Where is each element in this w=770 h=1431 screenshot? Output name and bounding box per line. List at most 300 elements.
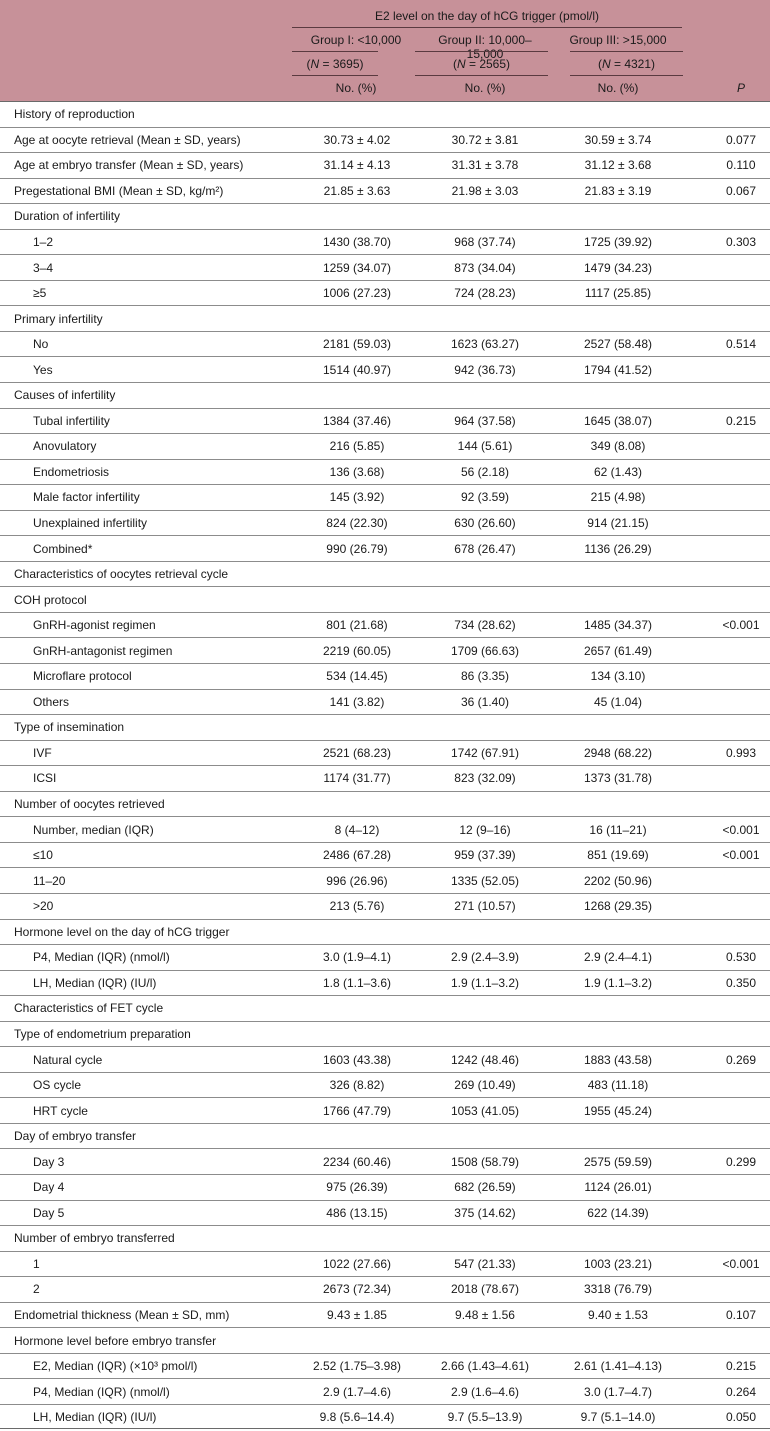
group1-value: 1766 (47.79) [322,1103,392,1118]
table-row [0,1123,770,1149]
row-sublabel: Endometriosis [33,464,110,479]
row-label: Day of embryo transfer [14,1129,137,1144]
group1-value: 2.52 (1.75–3.98) [312,1359,402,1374]
group3-value: 3318 (76.79) [583,1282,653,1297]
group1-value: 2181 (59.03) [322,337,392,352]
table-row [0,740,770,766]
header-span-title: E2 level on the day of hCG trigger (pmol/l) [374,9,600,23]
row-sublabel: Male factor infertility [33,490,140,505]
group3-value: 62 (1.43) [593,464,643,479]
table-row [0,229,770,255]
group3-value: 1479 (34.23) [583,260,653,275]
p-value [700,536,770,561]
group1-value: 1384 (37.46) [322,413,392,428]
group3-value [553,383,683,408]
row-sublabel: ≤10 [33,848,53,863]
p-value: 0.077 [725,132,757,147]
p-value [700,485,770,510]
p-value: 0.530 [725,950,757,965]
p-value: 0.110 [726,158,756,173]
group1-value [292,562,422,587]
table-row [0,484,770,510]
group2-value: 9.48 ± 1.56 [455,1307,515,1322]
row-sublabel: ICSI [33,771,57,786]
group2-value: 968 (37.74) [454,235,516,249]
group1-value: 8 (4–12) [334,822,380,837]
group1-value: 141 (3.82) [329,694,385,709]
row-label: Number of oocytes retrieved [14,797,165,812]
group2-value [420,587,550,612]
group1-value: 2234 (60.46) [322,1154,392,1169]
group1-value [292,1022,422,1047]
row-sublabel: GnRH-agonist regimen [33,618,156,633]
group2-value: 56 (2.18) [460,464,510,479]
group1-value: 801 (21.68) [326,618,388,633]
table-row [0,867,770,893]
group1-value [292,920,422,945]
group3-value: 1.9 (1.1–3.2) [583,975,653,990]
p-value [700,715,770,740]
group1-value: 9.8 (5.6–14.4) [319,1409,395,1424]
group3-name: Group III: >15,000 [569,33,667,47]
group1-value [292,1226,422,1251]
group1-value: 213 (5.76) [329,899,385,914]
row-sublabel: 1–2 [33,235,54,249]
group2-value: 682 (26.59) [454,1180,516,1195]
group2-value: 269 (10.49) [454,1078,516,1093]
table-row [0,1174,770,1200]
p-value [700,460,770,485]
row-sublabel: Unexplained infertility [33,516,148,531]
p-value: 0.050 [725,1409,757,1424]
group3-value: 1955 (45.24) [583,1103,653,1118]
group3-value: 2.61 (1.41–4.13) [573,1359,663,1374]
row-sublabel: Anovulatory [33,439,97,454]
table-row [0,127,770,153]
row-sublabel: No [33,337,49,352]
group1-value: 3.0 (1.9–4.1) [322,950,392,965]
table-row [0,1327,770,1353]
group1-value: 996 (26.96) [326,873,388,888]
table-row [0,254,770,280]
p-value: 0.215 [725,413,757,428]
table-row [0,382,770,408]
group3-value [553,920,683,945]
group3-value [553,996,683,1021]
row-label: Endometrial thickness (Mean ± SD, mm) [14,1307,230,1322]
group3-value: 914 (21.15) [587,516,649,531]
table-row [0,1353,770,1379]
group1-value [292,996,422,1021]
row-sublabel: Tubal infertility [33,413,110,428]
group1-value [292,102,422,127]
table-row [0,919,770,945]
group2-value: 547 (21.33) [454,1256,516,1271]
group1-value [292,383,422,408]
p-value: <0.001 [722,822,760,837]
group1-value: 216 (5.85) [329,439,385,454]
row-label: Type of insemination [14,720,125,735]
p-value [700,868,770,893]
p-value [700,1098,770,1123]
group3-value [553,1124,683,1149]
p-value [700,1277,770,1302]
p-value [700,1073,770,1098]
group2-value: 1242 (48.46) [450,1052,520,1067]
group1-value: 326 (8.82) [329,1078,385,1093]
p-value: 0.350 [725,975,757,990]
group3-value: 9.7 (5.1–14.0) [580,1409,656,1424]
group2-value: 30.72 ± 3.81 [451,132,519,147]
group2-value [420,1022,550,1047]
row-sublabel: P4, Median (IQR) (nmol/l) [33,950,170,965]
group3-value: 134 (3.10) [590,669,646,684]
p-value [700,920,770,945]
group2-value [420,1226,550,1251]
group1-value [292,792,422,817]
group3-value: 1794 (41.52) [583,362,653,377]
group3-value: 2527 (58.48) [583,337,653,352]
group3-value [553,562,683,587]
group3-n: (N = 4321) [597,57,656,71]
header-span-rule [292,27,682,28]
group3-value: 30.59 ± 3.74 [584,132,652,147]
group1-value: 2219 (60.05) [322,643,392,658]
table-row [0,893,770,919]
group2-value [420,792,550,817]
group1-value: 1603 (43.38) [322,1052,392,1067]
table-row [0,1276,770,1302]
row-sublabel: Day 5 [33,1205,65,1220]
group1-value [292,715,422,740]
row-sublabel: Microflare protocol [33,669,132,684]
table-row [0,331,770,357]
row-sublabel: ≥5 [33,286,47,301]
table-row [0,689,770,715]
table-row [0,612,770,638]
table-body [0,101,770,1429]
group3-value: 851 (19.69) [587,848,649,863]
table-row [0,714,770,740]
group3-value: 1645 (38.07) [583,413,653,428]
table-row [0,765,770,791]
group1-name: Group I: <10,000 [310,33,402,47]
group2-value: 959 (37.39) [454,848,516,863]
table-row [0,1200,770,1226]
group1-value: 30.73 ± 4.02 [323,132,391,147]
group1-value: 9.43 ± 1.85 [327,1307,387,1322]
row-sublabel: HRT cycle [33,1103,88,1118]
group3-value: 2575 (59.59) [583,1154,653,1169]
p-value [700,357,770,382]
p-value-header: P [736,81,745,95]
group1-value: 1006 (27.23) [322,286,392,301]
row-label: Primary infertility [14,311,103,326]
group3-value: 9.40 ± 1.53 [588,1307,648,1322]
group2-value: 2018 (78.67) [450,1282,520,1297]
group3-value: 483 (11.18) [587,1078,649,1093]
table-row [0,970,770,996]
table-row [0,586,770,612]
group2-value: 1.9 (1.1–3.2) [450,975,520,990]
p-value [700,587,770,612]
row-sublabel: 11–20 [33,873,66,888]
group3-value [553,792,683,817]
group3-value [553,1328,683,1353]
group2-value: 31.31 ± 3.78 [451,158,519,173]
group2-value [420,562,550,587]
group2-value [420,715,550,740]
row-sublabel: E2, Median (IQR) (×10³ pmol/l) [33,1359,198,1374]
group2-value [420,1124,550,1149]
p-value: 0.067 [725,183,757,198]
group1-value: 1.8 (1.1–3.6) [322,975,392,990]
group3-value: 21.83 ± 3.19 [584,183,652,198]
group2-value: 724 (28.23) [454,286,516,301]
p-value [700,1226,770,1251]
group3-value: 2202 (50.96) [583,873,653,888]
group2-value: 630 (26.60) [454,516,516,531]
p-value [700,1201,770,1226]
p-value: 0.303 [725,235,757,249]
group2-rule-1 [415,51,548,52]
group2-value: 964 (37.58) [454,413,516,428]
p-value [700,664,770,689]
p-value [700,996,770,1021]
group2-value [420,920,550,945]
group1-value [292,587,422,612]
group2-value [420,1328,550,1353]
row-label: Age at embryo transfer (Mean ± SD, years) [14,158,244,173]
group1-value [292,1328,422,1353]
table-row [0,178,770,204]
table-row [0,510,770,536]
group1-value [292,306,422,331]
group2-value: 942 (36.73) [454,362,516,377]
p-value: 0.299 [725,1154,757,1169]
table-row [0,101,770,127]
group1-value: 534 (14.45) [326,669,388,684]
row-sublabel: Number, median (IQR) [33,822,154,837]
table-row [0,791,770,817]
row-sublabel: Others [33,694,70,709]
group3-value: 1136 (26.29) [584,541,652,556]
group1-value [292,1124,422,1149]
group2-value: 823 (32.09) [454,771,516,786]
table-row [0,356,770,382]
p-value: 0.264 [725,1384,757,1399]
group1-value: 2673 (72.34) [322,1282,392,1297]
group3-value: 215 (4.98) [590,490,646,505]
group1-value: 824 (22.30) [326,516,388,531]
p-value [700,204,770,229]
group2-rule-2 [415,75,548,76]
table-row [0,152,770,178]
group2-value: 36 (1.40) [460,694,510,709]
table-row [0,1302,770,1328]
group3-value: 349 (8.08) [590,439,646,454]
p-value: <0.001 [722,848,760,863]
group1-value: 990 (26.79) [326,541,388,556]
group2-value: 1709 (66.63) [450,643,520,658]
table-row [0,637,770,663]
table-row [0,561,770,587]
group2-value: 21.98 ± 3.03 [451,183,519,198]
table-row [0,1097,770,1123]
group2-value [420,204,550,229]
table-row [0,1378,770,1404]
group1-value: 2.9 (1.7–4.6) [322,1384,392,1399]
row-sublabel: LH, Median (IQR) (IU/l) [33,975,157,990]
table-row [0,1072,770,1098]
group3-value: 1117 (25.85) [584,286,652,301]
group2-value [420,306,550,331]
row-label: Number of embryo transferred [14,1231,175,1246]
group3-value: 31.12 ± 3.68 [584,158,652,173]
table-row [0,459,770,485]
group2-value: 144 (5.61) [457,439,513,454]
group3-value [553,1226,683,1251]
table-row [0,305,770,331]
group1-value: 1174 (31.77) [323,771,391,786]
table-row [0,1251,770,1277]
group2-value: 2.9 (1.6–4.6) [450,1384,520,1399]
table-row [0,1225,770,1251]
table-row [0,280,770,306]
group3-value: 1268 (29.35) [583,899,653,914]
group1-value: 486 (13.15) [326,1205,388,1220]
row-sublabel: >20 [33,899,54,914]
table-row [0,816,770,842]
p-value [700,690,770,715]
p-value [700,281,770,306]
group3-value: 2657 (61.49) [583,643,653,658]
row-label: Duration of infertility [14,209,121,224]
p-value: <0.001 [722,618,760,633]
group3-value: 16 (11–21) [589,822,647,837]
group2-value: 1508 (58.79) [450,1154,520,1169]
group1-n: (N = 3695) [306,57,364,71]
p-value [700,638,770,663]
group3-unit: No. (%) [597,81,639,95]
group1-value: 2521 (68.23) [322,745,392,760]
group3-value [553,587,683,612]
group1-value: 1022 (27.66) [322,1256,392,1271]
group2-unit: No. (%) [464,81,506,95]
group1-value: 31.14 ± 4.13 [323,158,391,173]
row-label: Age at oocyte retrieval (Mean ± SD, years) [14,132,241,147]
group1-rule-2 [292,75,378,76]
row-sublabel: 3–4 [33,260,54,275]
table-row [0,1404,770,1430]
group2-n: (N = 2565) [452,57,511,71]
table-row [0,1148,770,1174]
table-row [0,944,770,970]
group2-value: 375 (14.62) [454,1205,516,1220]
group2-value [420,383,550,408]
group1-rule-1 [292,51,378,52]
table-row [0,535,770,561]
p-value [700,434,770,459]
group2-value: 1623 (63.27) [450,337,520,352]
group3-value [553,715,683,740]
p-value: <0.001 [722,1256,760,1271]
group3-value: 1003 (23.21) [583,1256,653,1271]
p-value [700,562,770,587]
group2-value [420,102,550,127]
p-value: 0.514 [725,337,757,352]
group2-value: 2.9 (2.4–3.9) [450,950,520,965]
row-sublabel: 1 [33,1256,40,1271]
row-sublabel: 2 [33,1282,40,1297]
group3-value: 1124 (26.01) [584,1180,652,1195]
group3-value [553,306,683,331]
row-label: Hormone level on the day of hCG trigger [14,924,230,939]
group2-value: 92 (3.59) [460,490,510,505]
table-row [0,1021,770,1047]
row-sublabel: IVF [33,745,52,760]
group1-value: 975 (26.39) [326,1180,388,1195]
group3-value: 1725 (39.92) [583,235,653,249]
group1-unit: No. (%) [335,81,377,95]
p-value [700,383,770,408]
group1-value: 136 (3.68) [329,464,385,479]
row-sublabel: Day 4 [33,1180,65,1195]
table-row [0,433,770,459]
group3-value [553,1022,683,1047]
row-sublabel: Yes [33,362,53,377]
group2-value: 86 (3.35) [460,669,510,684]
group2-value: 1742 (67.91) [450,745,520,760]
group3-value: 622 (14.39) [587,1205,649,1220]
p-value [700,894,770,919]
group2-value: 734 (28.62) [454,618,516,633]
group3-value: 45 (1.04) [593,694,643,709]
group2-value: 678 (26.47) [454,541,516,556]
group1-value: 1430 (38.70) [322,235,392,249]
group3-value: 2948 (68.22) [583,745,653,760]
table-row [0,408,770,434]
group1-value: 2486 (67.28) [322,848,392,863]
p-value: 0.215 [725,1359,757,1374]
group3-value [553,102,683,127]
row-sublabel: LH, Median (IQR) (IU/l) [33,1409,157,1424]
row-label: Causes of infertility [14,388,116,403]
p-value [700,792,770,817]
p-value [700,1328,770,1353]
group3-value: 1373 (31.78) [583,771,653,786]
group2-value: 1053 (41.05) [450,1103,520,1118]
p-value [700,255,770,280]
group1-value: 145 (3.92) [329,490,385,505]
table-row [0,203,770,229]
group3-value: 1485 (34.37) [583,618,653,633]
group1-value: 1514 (40.97) [322,362,392,377]
row-sublabel: Natural cycle [33,1052,103,1067]
group2-value: 873 (34.04) [454,260,516,275]
p-value [700,1124,770,1149]
row-label: History of reproduction [14,107,135,122]
row-label: Hormone level before embryo transfer [14,1333,217,1348]
p-value [700,1175,770,1200]
group3-value: 1883 (43.58) [583,1052,653,1067]
group2-value: 1335 (52.05) [450,873,520,888]
group2-value [420,996,550,1021]
row-label: Pregestational BMI (Mean ± SD, kg/m²) [14,183,224,198]
group2-name: Group II: 10,000–15,000 [438,33,532,61]
p-value: 0.993 [725,745,757,760]
group3-value [553,204,683,229]
